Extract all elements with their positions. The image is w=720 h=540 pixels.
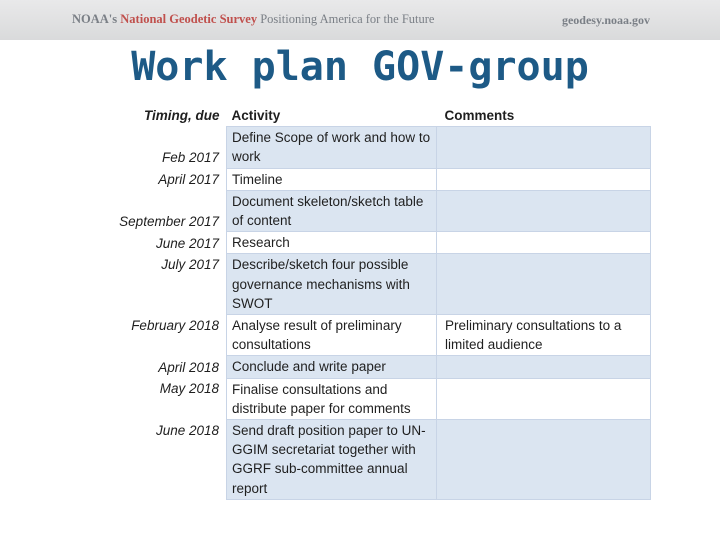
table-row <box>110 232 651 254</box>
row-comments <box>437 254 651 315</box>
row-activity: Finalise consultations and distribute paper for comments <box>227 378 437 419</box>
row-comments <box>437 356 651 378</box>
website-label: geodesy.noaa.gov <box>561 13 650 27</box>
table-row <box>110 420 651 500</box>
row-comments <box>437 420 651 500</box>
row-timing: May 2018 <box>159 381 219 397</box>
header-timing: Timing, due <box>143 108 220 123</box>
row-timing: April 2018 <box>158 359 219 375</box>
row-timing: June 2017 <box>155 235 219 251</box>
header-bar <box>0 0 720 40</box>
table-row <box>110 168 651 190</box>
header-activity: Activity <box>231 108 281 123</box>
table-row <box>110 356 651 378</box>
org-name: National Geodetic Survey <box>120 12 258 26</box>
row-timing: Feb 2017 <box>161 149 219 165</box>
row-activity: Timeline <box>227 168 437 190</box>
row-activity: Describe/sketch four possible governance mechanisms with SWOT <box>227 254 437 315</box>
table-header-row <box>110 105 651 127</box>
tagline: Positioning America for the Future <box>260 12 435 26</box>
row-comments <box>437 378 651 419</box>
row-timing: July 2017 <box>161 256 219 272</box>
slide-title: Work plan GOV-group <box>131 44 589 90</box>
row-comments <box>437 168 651 190</box>
table-row <box>110 254 651 315</box>
row-timing: February 2018 <box>131 317 219 333</box>
work-plan-table-image <box>97 105 662 496</box>
row-timing: September 2017 <box>119 213 219 229</box>
noaa-branding <box>72 12 434 27</box>
row-comments <box>437 127 651 168</box>
row-activity: Research <box>227 232 437 254</box>
table-row <box>110 378 651 419</box>
row-comments <box>437 190 651 231</box>
table-row <box>110 315 651 356</box>
table-row <box>110 190 651 231</box>
row-activity: Define Scope of work and how to work <box>227 127 437 168</box>
work-plan-table <box>110 105 651 500</box>
row-activity: Analyse result of preliminary consultations <box>227 315 437 356</box>
org-prefix: NOAA's <box>72 12 118 26</box>
row-activity: Document skeleton/sketch table of content <box>227 190 437 231</box>
row-timing: April 2017 <box>158 172 219 188</box>
row-comments: Preliminary consultations to a limited audience <box>437 315 651 356</box>
row-activity: Conclude and write paper <box>227 356 437 378</box>
row-timing: June 2018 <box>155 422 219 438</box>
header-comments: Comments <box>444 108 515 123</box>
row-comments <box>437 232 651 254</box>
table-row <box>110 127 651 168</box>
row-activity: Send draft position paper to UN-GGIM secretariat together with GGRF sub-committee annual report <box>227 420 437 500</box>
